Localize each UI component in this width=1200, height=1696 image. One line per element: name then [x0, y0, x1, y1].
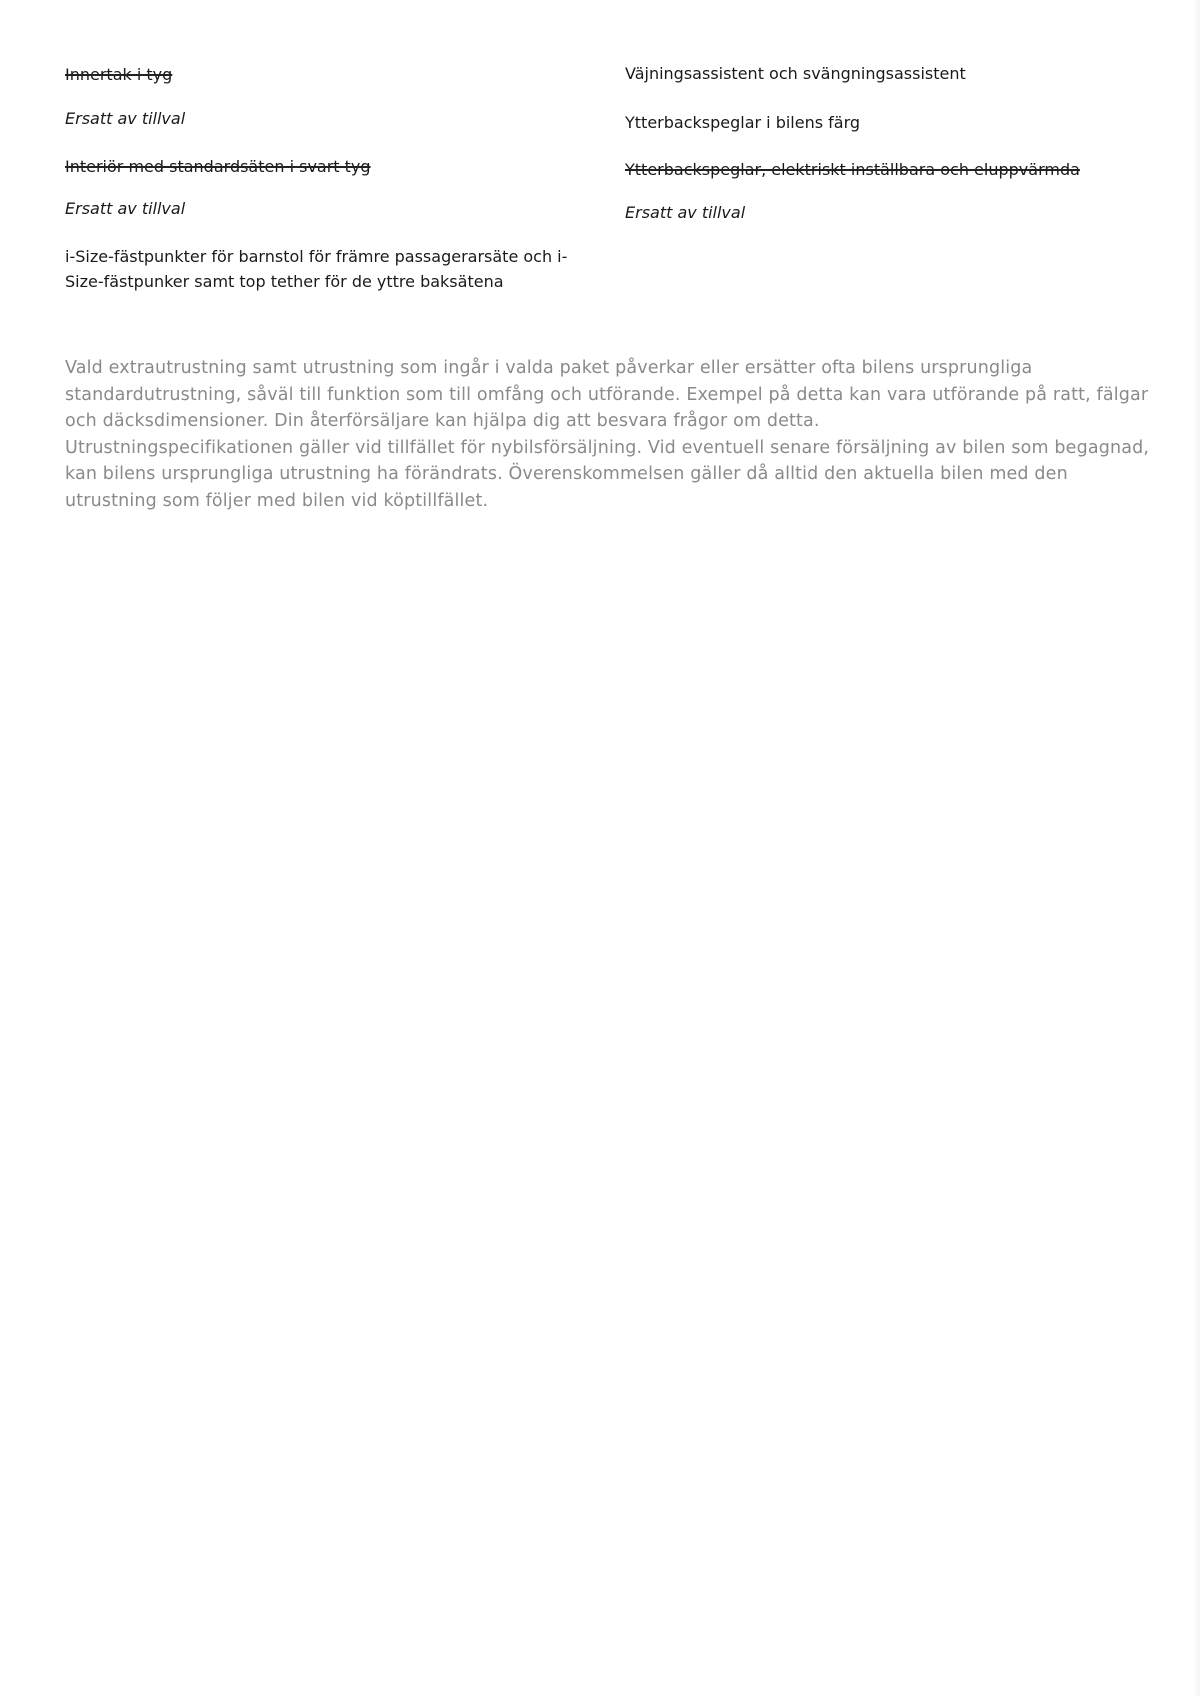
scan-edge — [1194, 0, 1200, 1696]
removed-item-mirrors-electric: Ytterbackspeglar, elektriskt inställbara och eluppvärmda — [625, 160, 1080, 179]
equipment-item-isize-anchors: i-Size-fästpunkter för barnstol för främre passagerarsäte och i-Size-fästpunker samt top tether för de yttre baksätena — [65, 247, 568, 291]
replaced-note: Ersatt av tillval — [625, 203, 746, 222]
equipment-item-mirrors-color: Ytterbackspeglar i bilens färg — [625, 113, 861, 132]
disclaimer-paragraph-validity: Utrustningspecifikationen gäller vid tillfället för nybilsförsäljning. Vid eventuell senare försäljning av bilen som begagnad, kan bilens ursprungliga utrustning ha förändrats. Överenskommelsen gäller då alltid den aktuella bilen med den utrustning som följer med bilen vid köptillfället. — [65, 437, 1150, 511]
removed-item-interior-seats: Interiör med standardsäten i svart tyg — [65, 157, 371, 176]
replaced-note: Ersatt av tillval — [65, 109, 186, 128]
disclaimer-text — [65, 355, 1160, 514]
disclaimer-paragraph-equipment: Vald extrautrustning samt utrustning som ingår i valda paket påverkar eller ersätter ofta bilens ursprungliga standardutrustning, såväl till funktion som till omfång och utförande. Exempel på detta kan vara utförande på ratt, fälgar och däcksdimensioner. Din återförsäljare kan hjälpa dig att besvara frågor om detta. — [65, 358, 1149, 431]
equipment-item-assist: Väjningsassistent och svängningsassistent — [625, 64, 966, 83]
removed-item-headliner: Innertak i tyg — [65, 65, 173, 84]
replaced-note: Ersatt av tillval — [65, 199, 186, 218]
